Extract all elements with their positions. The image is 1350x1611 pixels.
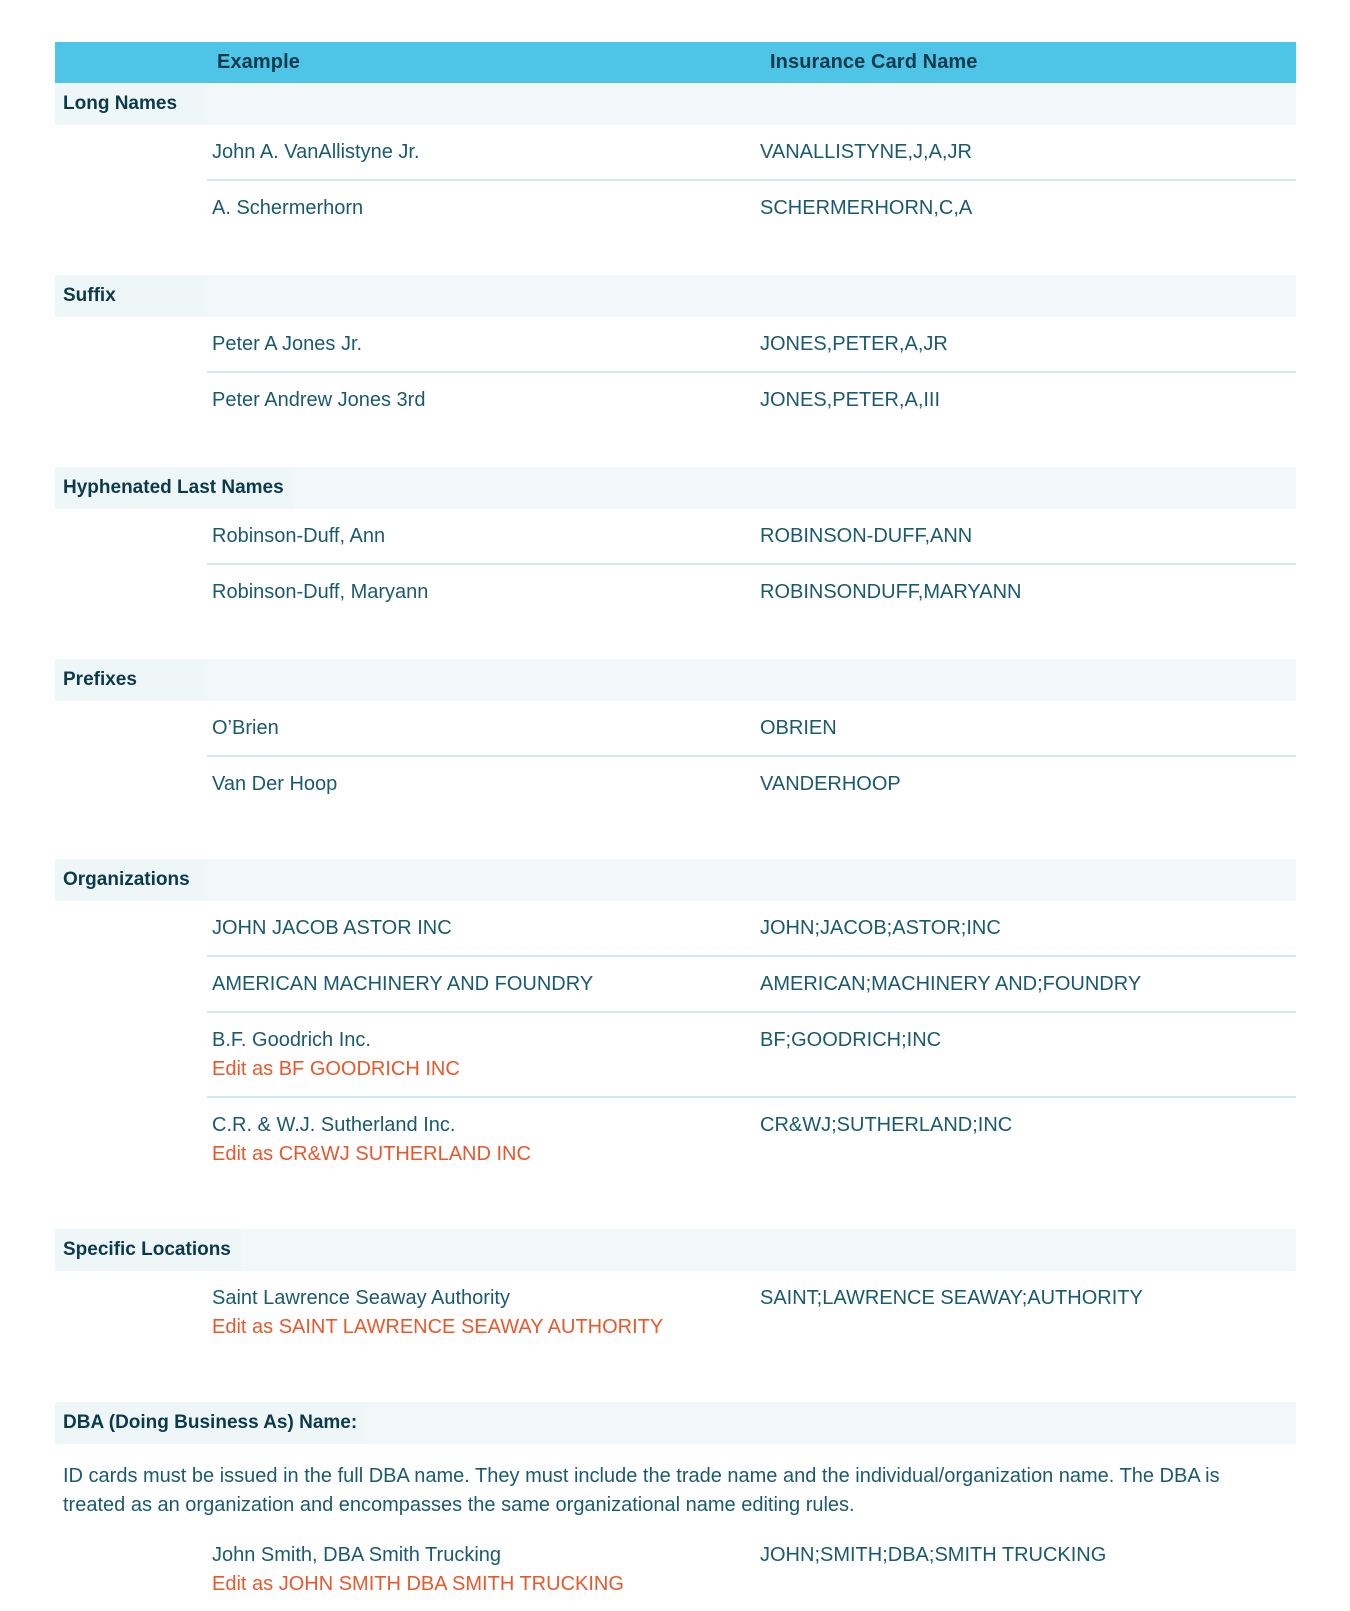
cell-insurance-card-name: [755, 1541, 1296, 1570]
section-rows-hyphenated-last-names: [207, 509, 1296, 619]
cell-example: [207, 970, 755, 999]
table-row: [207, 901, 1296, 957]
section-title: Hyphenated Last Names: [63, 477, 284, 498]
section-band-left: [55, 659, 207, 701]
table-row: [207, 701, 1296, 757]
card-value: CR&WJ;SUTHERLAND;INC: [760, 1114, 1013, 1136]
card-value: ROBINSONDUFF,MARYANN: [760, 581, 1022, 603]
example-value: Robinson-Duff, Maryann: [212, 581, 429, 603]
cell-insurance-card-name: [755, 578, 1296, 607]
section-spacer: [55, 1181, 1296, 1229]
section-band-left: [55, 275, 207, 317]
card-value: SCHERMERHORN,C,A: [760, 197, 973, 219]
cell-insurance-card-name: [755, 194, 1296, 223]
section-rows-long-names: [207, 125, 1296, 235]
section-band-prefixes: [55, 659, 1296, 701]
table-row: [207, 317, 1296, 373]
card-value: VANALLISTYNE,J,A,JR: [760, 141, 972, 163]
cell-example: [207, 1541, 755, 1599]
cell-insurance-card-name: [755, 970, 1296, 999]
table-row: [207, 373, 1296, 427]
cell-insurance-card-name: [755, 1026, 1296, 1055]
cell-example: [207, 914, 755, 943]
section-band-right: [207, 859, 1296, 901]
table-row: [207, 957, 1296, 1013]
section-band-suffix: [55, 275, 1296, 317]
cell-example: [207, 138, 755, 167]
section-rows-organizations: [207, 901, 1296, 1181]
cell-example: [207, 1111, 755, 1169]
cell-insurance-card-name: [755, 1111, 1296, 1140]
section-band-dba: [55, 1402, 1296, 1444]
section-title: Specific Locations: [63, 1239, 231, 1260]
cell-insurance-card-name: [755, 914, 1296, 943]
example-value: John Smith, DBA Smith Trucking: [212, 1544, 502, 1566]
example-value: John A. VanAllistyne Jr.: [212, 141, 420, 163]
cell-example: [207, 1026, 755, 1084]
column-header-example: Example: [217, 51, 300, 73]
card-value: JONES,PETER,A,JR: [760, 333, 948, 355]
cell-example: [207, 1284, 755, 1342]
card-value: VANDERHOOP: [760, 773, 901, 795]
cell-example: [207, 522, 755, 551]
section-spacer: [55, 427, 1296, 467]
section-title: Prefixes: [63, 669, 137, 690]
section-band-left: [55, 1229, 241, 1271]
edit-as-note: Edit as SAINT LAWRENCE SEAWAY AUTHORITY: [212, 1316, 664, 1338]
cell-example: [207, 386, 755, 415]
section-title: Suffix: [63, 285, 116, 306]
example-value: AMERICAN MACHINERY AND FOUNDRY: [212, 973, 594, 995]
example-value: Saint Lawrence Seaway Authority: [212, 1287, 510, 1309]
section-title: Long Names: [63, 93, 178, 114]
cell-insurance-card-name: [755, 522, 1296, 551]
table-row: [207, 125, 1296, 181]
table-row: [207, 1528, 1296, 1611]
table-header-row: [55, 42, 1296, 83]
example-value: Van Der Hoop: [212, 773, 338, 795]
card-value: ROBINSON-DUFF,ANN: [760, 525, 973, 547]
section-band-left: [55, 467, 294, 509]
name-editing-rules-table: [55, 42, 1296, 1611]
section-title: Organizations: [63, 869, 190, 890]
section-spacer: [55, 811, 1296, 859]
cell-example: [207, 578, 755, 607]
column-header-insurance-card-name: Insurance Card Name: [770, 51, 978, 73]
table-row: [207, 1271, 1296, 1354]
cell-example: [207, 770, 755, 799]
section-band-left: [55, 83, 207, 125]
table-row: [207, 181, 1296, 235]
table-row: [207, 565, 1296, 619]
section-band-right: [207, 83, 1296, 125]
section-spacer: [55, 235, 1296, 275]
section-band-right: [367, 1402, 1296, 1444]
section-rows-suffix: [207, 317, 1296, 427]
example-value: C.R. & W.J. Sutherland Inc.: [212, 1114, 456, 1136]
edit-as-note: Edit as CR&WJ SUTHERLAND INC: [212, 1143, 531, 1165]
example-value: A. Schermerhorn: [212, 197, 364, 219]
cell-insurance-card-name: [755, 1284, 1296, 1313]
example-value: Peter A Jones Jr.: [212, 333, 363, 355]
section-band-right: [207, 659, 1296, 701]
table-row: [207, 509, 1296, 565]
section-band-left: [55, 859, 207, 901]
dba-description: ID cards must be issued in the full DBA name. They must include the trade name and the individual/organization name. The DBA is treated as an organization and encompasses the same organizational name editing rules.: [63, 1465, 1220, 1516]
section-title: DBA (Doing Business As) Name:: [63, 1412, 358, 1433]
card-value: JOHN;SMITH;DBA;SMITH TRUCKING: [760, 1544, 1107, 1566]
example-value: O’Brien: [212, 717, 279, 739]
section-spacer: [55, 1354, 1296, 1402]
section-band-right: [294, 467, 1296, 509]
cell-insurance-card-name: [755, 138, 1296, 167]
edit-as-note: Edit as BF GOODRICH INC: [212, 1058, 460, 1080]
card-value: OBRIEN: [760, 717, 837, 739]
section-band-left: [55, 1402, 367, 1444]
card-value: SAINT;LAWRENCE SEAWAY;AUTHORITY: [760, 1287, 1143, 1309]
example-value: JOHN JACOB ASTOR INC: [212, 917, 452, 939]
cell-example: [207, 330, 755, 359]
section-band-hyphenated-last-names: [55, 467, 1296, 509]
section-band-right: [207, 275, 1296, 317]
cell-example: [207, 714, 755, 743]
example-value: B.F. Goodrich Inc.: [212, 1029, 371, 1051]
table-row: [207, 1098, 1296, 1181]
section-rows-dba: [207, 1528, 1296, 1611]
edit-as-note: Edit as JOHN SMITH DBA SMITH TRUCKING: [212, 1573, 624, 1595]
section-rows-prefixes: [207, 701, 1296, 811]
card-value: JONES,PETER,A,III: [760, 389, 941, 411]
section-band-long-names: [55, 83, 1296, 125]
card-value: JOHN;JACOB;ASTOR;INC: [760, 917, 1001, 939]
example-value: Peter Andrew Jones 3rd: [212, 389, 426, 411]
cell-insurance-card-name: [755, 386, 1296, 415]
cell-insurance-card-name: [755, 714, 1296, 743]
card-value: AMERICAN;MACHINERY AND;FOUNDRY: [760, 973, 1142, 995]
cell-example: [207, 194, 755, 223]
section-band-organizations: [55, 859, 1296, 901]
section-spacer: [55, 619, 1296, 659]
section-band-right: [241, 1229, 1296, 1271]
card-value: BF;GOODRICH;INC: [760, 1029, 942, 1051]
section-band-specific-locations: [55, 1229, 1296, 1271]
cell-insurance-card-name: [755, 330, 1296, 359]
cell-insurance-card-name: [755, 770, 1296, 799]
table-row: [207, 1013, 1296, 1098]
table-row: [207, 757, 1296, 811]
example-value: Robinson-Duff, Ann: [212, 525, 386, 547]
section-rows-specific-locations: [207, 1271, 1296, 1354]
